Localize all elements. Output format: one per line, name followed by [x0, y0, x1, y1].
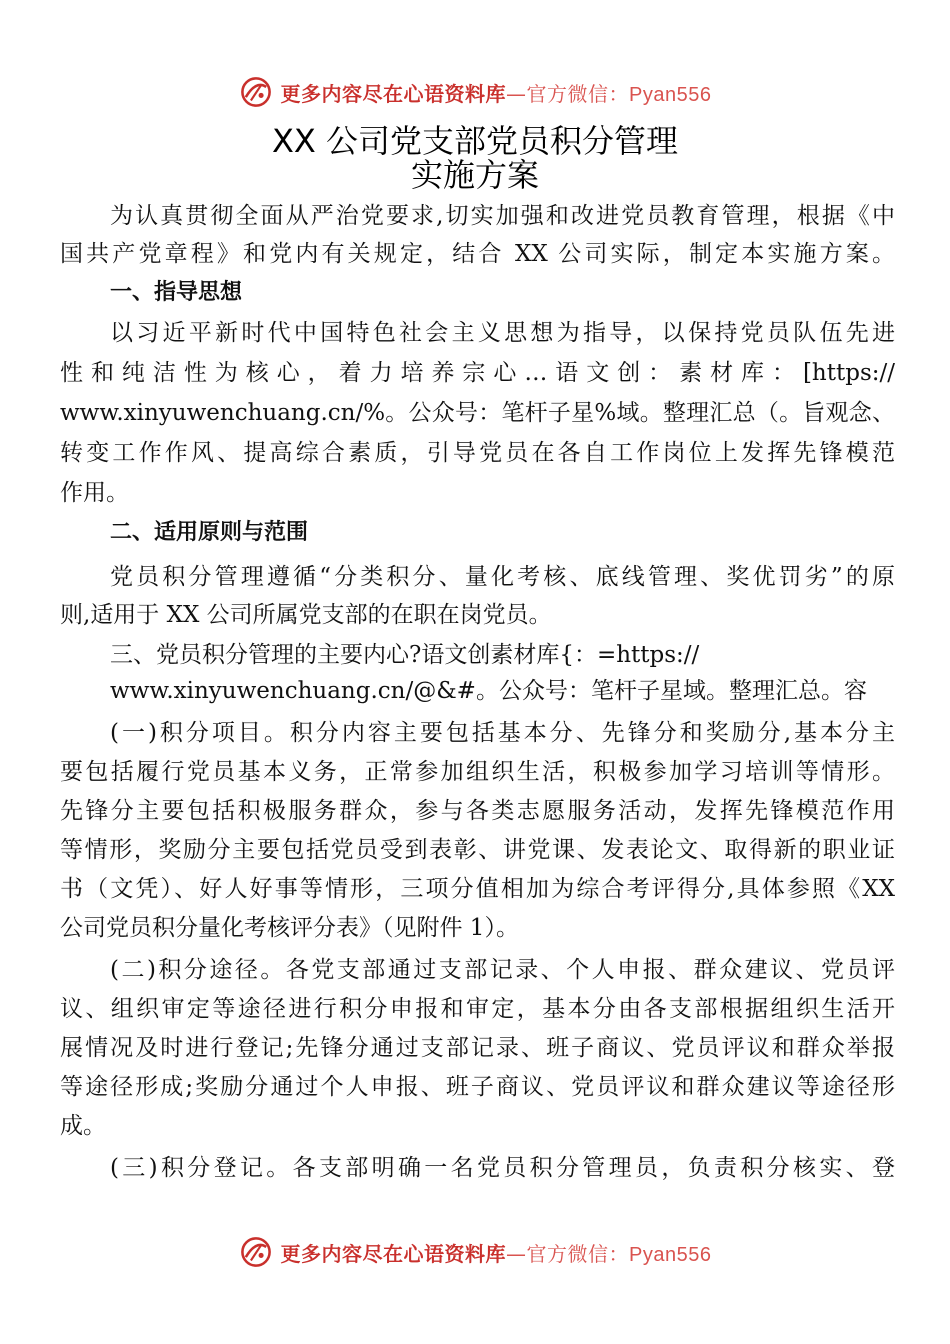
- paragraph-line: 公司党员积分量化考核评分表》（见附件 1）。: [60, 915, 519, 941]
- section-heading-main-content: 三、党员积分管理的主要内心?语文创素材库{：=https://: [110, 642, 700, 668]
- paragraph-line: 等情形，奖励分主要包括党员受到表彰、讲党课、发表论文、取得新的职业证: [60, 837, 895, 863]
- paragraph-line: 转变工作作风、提高综合素质，引导党员在各自工作岗位上发挥先锋模范: [60, 440, 895, 466]
- paragraph-line: 则,适用于 XX 公司所属党支部的在职在岗党员。: [60, 602, 552, 628]
- paragraph-line: (一)积分项目。积分内容主要包括基本分、先锋分和奖励分,基本分主: [110, 720, 895, 746]
- paragraph-line: 成。: [60, 1113, 106, 1139]
- intro-line: 国共产党章程》和党内有关规定，结合 XX 公司实际，制定本实施方案。: [60, 241, 895, 267]
- paragraph-line: 等途径形成;奖励分通过个人申报、班子商议、党员评议和群众建议等途径形: [60, 1074, 895, 1100]
- section-heading-principles-scope: 二、适用原则与范围: [110, 520, 309, 545]
- paragraph-line: (二)积分途径。各党支部通过支部记录、个人申报、群众建议、党员评: [110, 957, 895, 983]
- paragraph-line: 要包括履行党员基本义务，正常参加组织生活，积极参加学习培训等情形。: [60, 759, 895, 785]
- header-watermark-banner: [0, 72, 950, 112]
- watermark-text: 更多内容尽在心语资料库—官方微信：Pyan556: [280, 1241, 712, 1266]
- document-title-line2: 实施方案: [410, 156, 539, 194]
- paragraph-line: 性和纯洁性为核心，着力培养宗心…语文创：素材库：[https://: [60, 360, 895, 386]
- footer-watermark-banner: [0, 1232, 950, 1272]
- section-heading-guiding-thought: 一、指导思想: [110, 280, 243, 305]
- paragraph-line: 书（文凭）、好人好事等情形，三项分值相加为综合考评得分,具体参照《XX: [60, 876, 895, 902]
- paragraph-line: (三)积分登记。各支部明确一名党员积分管理员，负责积分核实、登: [110, 1155, 895, 1181]
- paragraph-line: www.xinyuwenchuang.cn/@&#。公众号：笔杆子星域。整理汇总。容: [110, 678, 867, 704]
- paragraph-line: 作用。: [60, 480, 129, 506]
- brand-logo-icon: [239, 75, 273, 109]
- paragraph-line: 以习近平新时代中国特色社会主义思想为指导，以保持党员队伍先进: [110, 320, 895, 346]
- watermark-text: 更多内容尽在心语资料库—官方微信：Pyan556: [280, 81, 712, 106]
- paragraph-line: 党员积分管理遵循“分类积分、量化考核、底线管理、奖优罚劣”的原: [110, 564, 895, 590]
- intro-line: 为认真贯彻全面从严治党要求,切实加强和改进党员教育管理，根据《中: [110, 203, 895, 229]
- paragraph-line: 展情况及时进行登记;先锋分通过支部记录、班子商议、党员评议和群众举报: [60, 1035, 895, 1061]
- document-title-line1: XX 公司党支部党员积分管理: [271, 122, 679, 160]
- paragraph-line: www.xinyuwenchuang.cn/%。公众号：笔杆子星%域。整理汇总（。旨观念、: [60, 400, 895, 426]
- paragraph-line: 先锋分主要包括积极服务群众，参与各类志愿服务活动，发挥先锋模范作用: [60, 798, 895, 824]
- brand-logo-icon: [239, 1235, 273, 1269]
- paragraph-line: 议、组织审定等途径进行积分申报和审定，基本分由各支部根据组织生活开: [60, 996, 895, 1022]
